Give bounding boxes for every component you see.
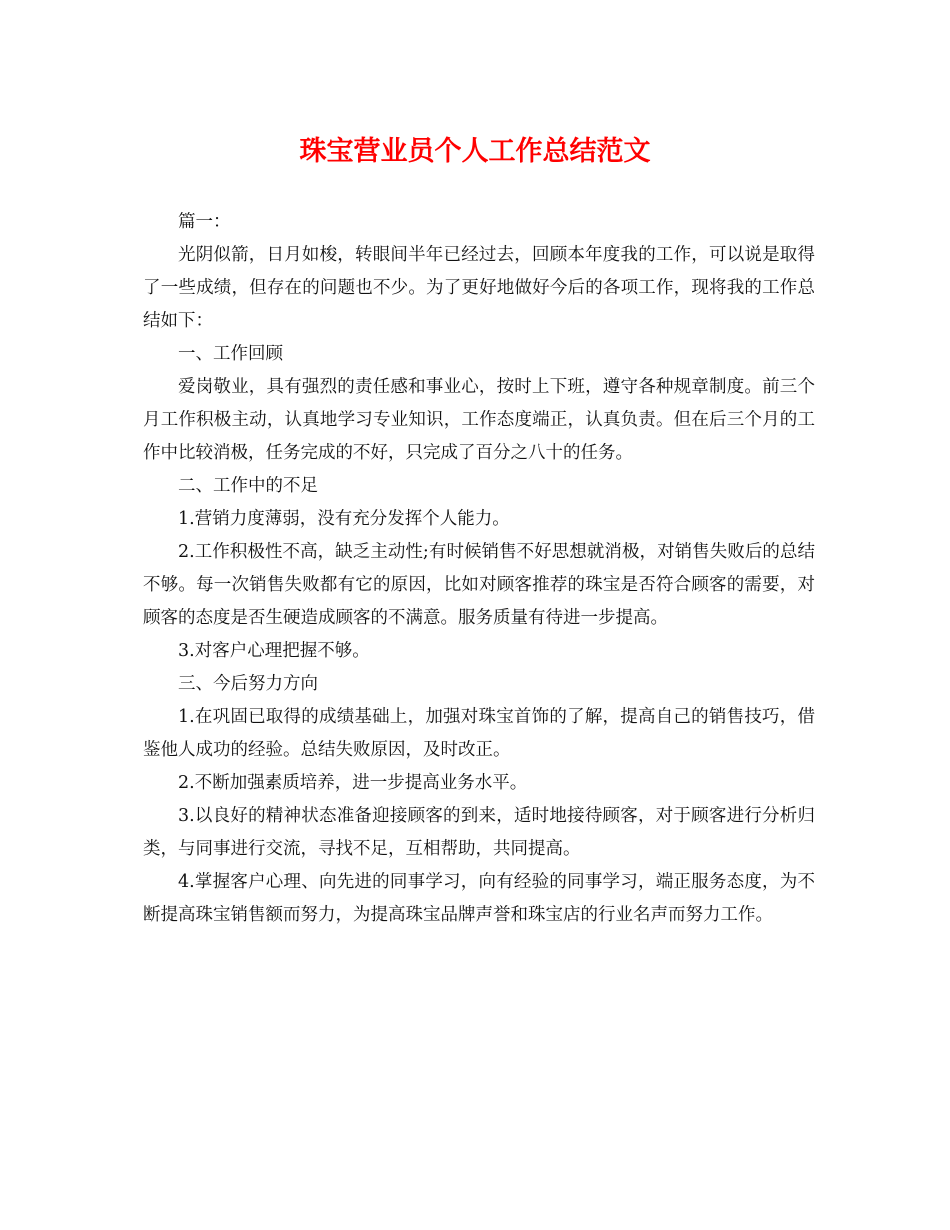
- heading-future-direction: 三、今后努力方向: [178, 674, 318, 694]
- heading-shortcomings: 二、工作中的不足: [178, 476, 318, 496]
- direction-item-1: 1.在巩固已取得的成绩基础上，加强对珠宝首饰的了解，提高自己的销售技巧，借鉴他人成功的经验。总结失败原因，及时改正。: [143, 707, 815, 760]
- work-review-paragraph: 爱岗敬业，具有强烈的责任感和事业心，按时上下班，遵守各种规章制度。前三个月工作积极主动，认真地学习专业知识，工作态度端正，认真负责。但在后三个月的工作中比较消极，任务完成的不好，只完成了百分之八十的任务。: [143, 377, 815, 463]
- document-body: [143, 206, 815, 932]
- direction-item-3: 3.以良好的精神状态准备迎接顾客的到来，适时地接待顾客，对于顾客进行分析归类，与同事进行交流，寻找不足，互相帮助，共同提高。: [143, 806, 815, 859]
- shortcoming-item-3: 3.对客户心理把握不够。: [178, 641, 370, 661]
- direction-item-4: 4.掌握客户心理、向先进的同事学习，向有经验的同事学习，端正服务态度，为不断提高珠宝销售额而努力，为提高珠宝品牌声誉和珠宝店的行业名声而努力工作。: [143, 872, 815, 925]
- direction-item-2: 2.不断加强素质培养，进一步提高业务水平。: [178, 773, 528, 793]
- document-title: 珠宝营业员个人工作总结范文: [299, 136, 651, 167]
- shortcoming-item-2: 2.工作积极性不高，缺乏主动性;有时候销售不好思想就消极，对销售失败后的总结不够。每一次销售失败都有它的原因，比如对顾客推荐的珠宝是否符合顾客的需要，对顾客的态度是否生硬造成顾客的不满意。服务质量有待进一步提高。: [143, 542, 815, 628]
- intro-paragraph: 光阴似箭，日月如梭，转眼间半年已经过去，回顾本年度我的工作，可以说是取得了一些成绩，但存在的问题也不少。为了更好地做好今后的各项工作，现将我的工作总结如下：: [143, 245, 815, 331]
- section-label: 篇一：: [178, 212, 231, 232]
- shortcoming-item-1: 1.营销力度薄弱，没有充分发挥个人能力。: [178, 509, 510, 529]
- heading-work-review: 一、工作回顾: [178, 344, 283, 364]
